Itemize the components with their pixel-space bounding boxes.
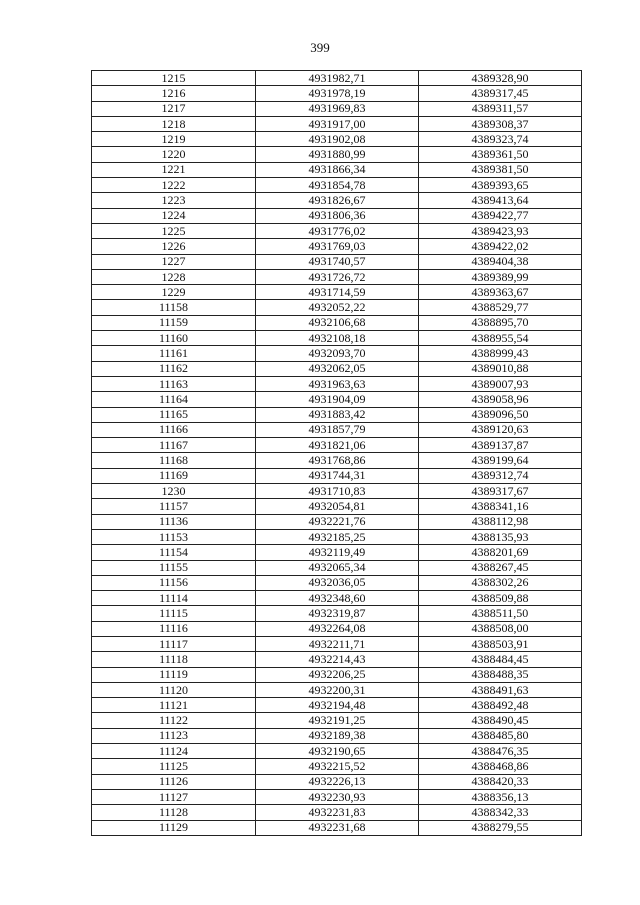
y-coordinate-cell: 4388356,13: [419, 789, 582, 804]
y-coordinate-cell: 4389137,87: [419, 438, 582, 453]
point-number-cell: 11153: [92, 529, 256, 544]
y-coordinate-cell: 4389120,63: [419, 422, 582, 437]
x-coordinate-cell: 4931710,83: [256, 484, 419, 499]
table-row: [92, 193, 582, 208]
table-row: [92, 315, 582, 330]
table-row: [92, 269, 582, 284]
point-number-cell: 11121: [92, 698, 256, 713]
y-coordinate-cell: 4389363,67: [419, 285, 582, 300]
table-row: [92, 101, 582, 116]
page-number: 399: [310, 40, 330, 55]
y-coordinate-cell: 4388201,69: [419, 545, 582, 560]
point-number-cell: 11117: [92, 636, 256, 651]
x-coordinate-cell: 4931821,06: [256, 438, 419, 453]
point-number-cell: 1230: [92, 484, 256, 499]
x-coordinate-cell: 4931978,19: [256, 86, 419, 101]
table-row: [92, 331, 582, 346]
point-number-cell: 1217: [92, 101, 256, 116]
y-coordinate-cell: 4389381,50: [419, 162, 582, 177]
x-coordinate-cell: 4931776,02: [256, 223, 419, 238]
y-coordinate-cell: 4388488,35: [419, 667, 582, 682]
y-coordinate-cell: 4389423,93: [419, 223, 582, 238]
y-coordinate-cell: 4389317,45: [419, 86, 582, 101]
table-row: [92, 285, 582, 300]
x-coordinate-cell: 4931866,34: [256, 162, 419, 177]
table-row: [92, 254, 582, 269]
x-coordinate-cell: 4932230,93: [256, 789, 419, 804]
point-number-cell: 11166: [92, 422, 256, 437]
y-coordinate-cell: 4389328,90: [419, 71, 582, 86]
x-coordinate-cell: 4932119,49: [256, 545, 419, 560]
table-row: [92, 178, 582, 193]
x-coordinate-cell: 4931917,00: [256, 116, 419, 131]
x-coordinate-cell: 4932231,68: [256, 820, 419, 835]
point-number-cell: 11160: [92, 331, 256, 346]
x-coordinate-cell: 4932226,13: [256, 774, 419, 789]
x-coordinate-cell: 4932214,43: [256, 652, 419, 667]
x-coordinate-cell: 4931883,42: [256, 407, 419, 422]
table-row: [92, 116, 582, 131]
x-coordinate-cell: 4932348,60: [256, 591, 419, 606]
point-number-cell: 1226: [92, 239, 256, 254]
coordinates-table: [91, 70, 582, 836]
point-number-cell: 11120: [92, 682, 256, 697]
point-number-cell: 11155: [92, 560, 256, 575]
point-number-cell: 11159: [92, 315, 256, 330]
point-number-cell: 1222: [92, 178, 256, 193]
table-row: [92, 789, 582, 804]
x-coordinate-cell: 4932319,87: [256, 606, 419, 621]
point-number-cell: 11161: [92, 346, 256, 361]
y-coordinate-cell: 4388490,45: [419, 713, 582, 728]
point-number-cell: 11126: [92, 774, 256, 789]
point-number-cell: 1219: [92, 132, 256, 147]
y-coordinate-cell: 4388267,45: [419, 560, 582, 575]
table-row: [92, 392, 582, 407]
point-number-cell: 11167: [92, 438, 256, 453]
x-coordinate-cell: 4932191,25: [256, 713, 419, 728]
y-coordinate-cell: 4388503,91: [419, 636, 582, 651]
point-number-cell: 11127: [92, 789, 256, 804]
table-row: [92, 744, 582, 759]
x-coordinate-cell: 4932093,70: [256, 346, 419, 361]
point-number-cell: 11129: [92, 820, 256, 835]
point-number-cell: 11119: [92, 667, 256, 682]
x-coordinate-cell: 4932190,65: [256, 744, 419, 759]
x-coordinate-cell: 4932189,38: [256, 728, 419, 743]
point-number-cell: 1221: [92, 162, 256, 177]
table-row: [92, 132, 582, 147]
table-row: [92, 484, 582, 499]
point-number-cell: 1216: [92, 86, 256, 101]
table-row: [92, 300, 582, 315]
x-coordinate-cell: 4931768,86: [256, 453, 419, 468]
y-coordinate-cell: 4388511,50: [419, 606, 582, 621]
table-row: [92, 376, 582, 391]
point-number-cell: 11156: [92, 575, 256, 590]
table-row: [92, 208, 582, 223]
y-coordinate-cell: 4388485,80: [419, 728, 582, 743]
table-row: [92, 682, 582, 697]
table-row: [92, 499, 582, 514]
y-coordinate-cell: 4389010,88: [419, 361, 582, 376]
point-number-cell: 11116: [92, 621, 256, 636]
x-coordinate-cell: 4931854,78: [256, 178, 419, 193]
y-coordinate-cell: 4389404,38: [419, 254, 582, 269]
point-number-cell: 11162: [92, 361, 256, 376]
table-row: [92, 759, 582, 774]
x-coordinate-cell: 4931826,67: [256, 193, 419, 208]
x-coordinate-cell: 4931969,83: [256, 101, 419, 116]
y-coordinate-cell: 4389393,65: [419, 178, 582, 193]
table-row: [92, 636, 582, 651]
table-row: [92, 667, 582, 682]
x-coordinate-cell: 4932206,25: [256, 667, 419, 682]
y-coordinate-cell: 4388468,86: [419, 759, 582, 774]
table-row: [92, 422, 582, 437]
table-row: [92, 652, 582, 667]
x-coordinate-cell: 4931714,59: [256, 285, 419, 300]
y-coordinate-cell: 4388302,26: [419, 575, 582, 590]
y-coordinate-cell: 4388492,48: [419, 698, 582, 713]
point-number-cell: 11128: [92, 805, 256, 820]
table-row: [92, 713, 582, 728]
point-number-cell: 11122: [92, 713, 256, 728]
y-coordinate-cell: 4389317,67: [419, 484, 582, 499]
table-row: [92, 591, 582, 606]
y-coordinate-cell: 4389096,50: [419, 407, 582, 422]
x-coordinate-cell: 4931982,71: [256, 71, 419, 86]
x-coordinate-cell: 4932231,83: [256, 805, 419, 820]
y-coordinate-cell: 4388491,63: [419, 682, 582, 697]
x-coordinate-cell: 4932215,52: [256, 759, 419, 774]
table-row: [92, 71, 582, 86]
y-coordinate-cell: 4389007,93: [419, 376, 582, 391]
y-coordinate-cell: 4389312,74: [419, 468, 582, 483]
table-row: [92, 514, 582, 529]
table-row: [92, 346, 582, 361]
x-coordinate-cell: 4932106,68: [256, 315, 419, 330]
table-row: [92, 407, 582, 422]
x-coordinate-cell: 4931904,09: [256, 392, 419, 407]
point-number-cell: 11168: [92, 453, 256, 468]
table-row: [92, 560, 582, 575]
point-number-cell: 1223: [92, 193, 256, 208]
point-number-cell: 11136: [92, 514, 256, 529]
point-number-cell: 11164: [92, 392, 256, 407]
x-coordinate-cell: 4931740,57: [256, 254, 419, 269]
y-coordinate-cell: 4388112,98: [419, 514, 582, 529]
table-row: [92, 728, 582, 743]
y-coordinate-cell: 4389361,50: [419, 147, 582, 162]
y-coordinate-cell: 4389413,64: [419, 193, 582, 208]
table-row: [92, 438, 582, 453]
y-coordinate-cell: 4389389,99: [419, 269, 582, 284]
x-coordinate-cell: 4932108,18: [256, 331, 419, 346]
x-coordinate-cell: 4931806,36: [256, 208, 419, 223]
point-number-cell: 11124: [92, 744, 256, 759]
point-number-cell: 11118: [92, 652, 256, 667]
point-number-cell: 1229: [92, 285, 256, 300]
point-number-cell: 11169: [92, 468, 256, 483]
table-row: [92, 575, 582, 590]
point-number-cell: 11123: [92, 728, 256, 743]
point-number-cell: 1220: [92, 147, 256, 162]
point-number-cell: 1225: [92, 223, 256, 238]
y-coordinate-cell: 4388476,35: [419, 744, 582, 759]
x-coordinate-cell: 4931902,08: [256, 132, 419, 147]
table-row: [92, 223, 582, 238]
y-coordinate-cell: 4389308,37: [419, 116, 582, 131]
y-coordinate-cell: 4388279,55: [419, 820, 582, 835]
y-coordinate-cell: 4388342,33: [419, 805, 582, 820]
y-coordinate-cell: 4388895,70: [419, 315, 582, 330]
y-coordinate-cell: 4388135,93: [419, 529, 582, 544]
point-number-cell: 11163: [92, 376, 256, 391]
y-coordinate-cell: 4388509,88: [419, 591, 582, 606]
y-coordinate-cell: 4388529,77: [419, 300, 582, 315]
x-coordinate-cell: 4932221,76: [256, 514, 419, 529]
table-row: [92, 820, 582, 835]
table-row: [92, 774, 582, 789]
table-row: [92, 239, 582, 254]
point-number-cell: 1227: [92, 254, 256, 269]
table-row: [92, 529, 582, 544]
table-row: [92, 698, 582, 713]
table-row: [92, 162, 582, 177]
x-coordinate-cell: 4931857,79: [256, 422, 419, 437]
coordinates-table-body: [92, 71, 582, 836]
y-coordinate-cell: 4389058,96: [419, 392, 582, 407]
point-number-cell: 1215: [92, 71, 256, 86]
table-row: [92, 147, 582, 162]
point-number-cell: 1224: [92, 208, 256, 223]
point-number-cell: 11115: [92, 606, 256, 621]
point-number-cell: 1218: [92, 116, 256, 131]
x-coordinate-cell: 4932264,08: [256, 621, 419, 636]
y-coordinate-cell: 4388420,33: [419, 774, 582, 789]
point-number-cell: 1228: [92, 269, 256, 284]
x-coordinate-cell: 4932036,05: [256, 575, 419, 590]
y-coordinate-cell: 4388955,54: [419, 331, 582, 346]
y-coordinate-cell: 4389422,02: [419, 239, 582, 254]
y-coordinate-cell: 4388484,45: [419, 652, 582, 667]
y-coordinate-cell: 4388341,16: [419, 499, 582, 514]
x-coordinate-cell: 4931726,72: [256, 269, 419, 284]
x-coordinate-cell: 4932185,25: [256, 529, 419, 544]
x-coordinate-cell: 4932062,05: [256, 361, 419, 376]
x-coordinate-cell: 4932194,48: [256, 698, 419, 713]
point-number-cell: 11157: [92, 499, 256, 514]
y-coordinate-cell: 4389323,74: [419, 132, 582, 147]
x-coordinate-cell: 4932054,81: [256, 499, 419, 514]
x-coordinate-cell: 4932052,22: [256, 300, 419, 315]
table-row: [92, 805, 582, 820]
point-number-cell: 11165: [92, 407, 256, 422]
y-coordinate-cell: 4388999,43: [419, 346, 582, 361]
point-number-cell: 11114: [92, 591, 256, 606]
x-coordinate-cell: 4932211,71: [256, 636, 419, 651]
x-coordinate-cell: 4931744,31: [256, 468, 419, 483]
x-coordinate-cell: 4932200,31: [256, 682, 419, 697]
table-row: [92, 86, 582, 101]
x-coordinate-cell: 4932065,34: [256, 560, 419, 575]
y-coordinate-cell: 4388508,00: [419, 621, 582, 636]
y-coordinate-cell: 4389199,64: [419, 453, 582, 468]
y-coordinate-cell: 4389422,77: [419, 208, 582, 223]
x-coordinate-cell: 4931769,03: [256, 239, 419, 254]
table-row: [92, 545, 582, 560]
point-number-cell: 11125: [92, 759, 256, 774]
table-row: [92, 361, 582, 376]
table-row: [92, 606, 582, 621]
table-row: [92, 621, 582, 636]
table-row: [92, 453, 582, 468]
y-coordinate-cell: 4389311,57: [419, 101, 582, 116]
table-row: [92, 468, 582, 483]
point-number-cell: 11154: [92, 545, 256, 560]
point-number-cell: 11158: [92, 300, 256, 315]
x-coordinate-cell: 4931963,63: [256, 376, 419, 391]
x-coordinate-cell: 4931880,99: [256, 147, 419, 162]
